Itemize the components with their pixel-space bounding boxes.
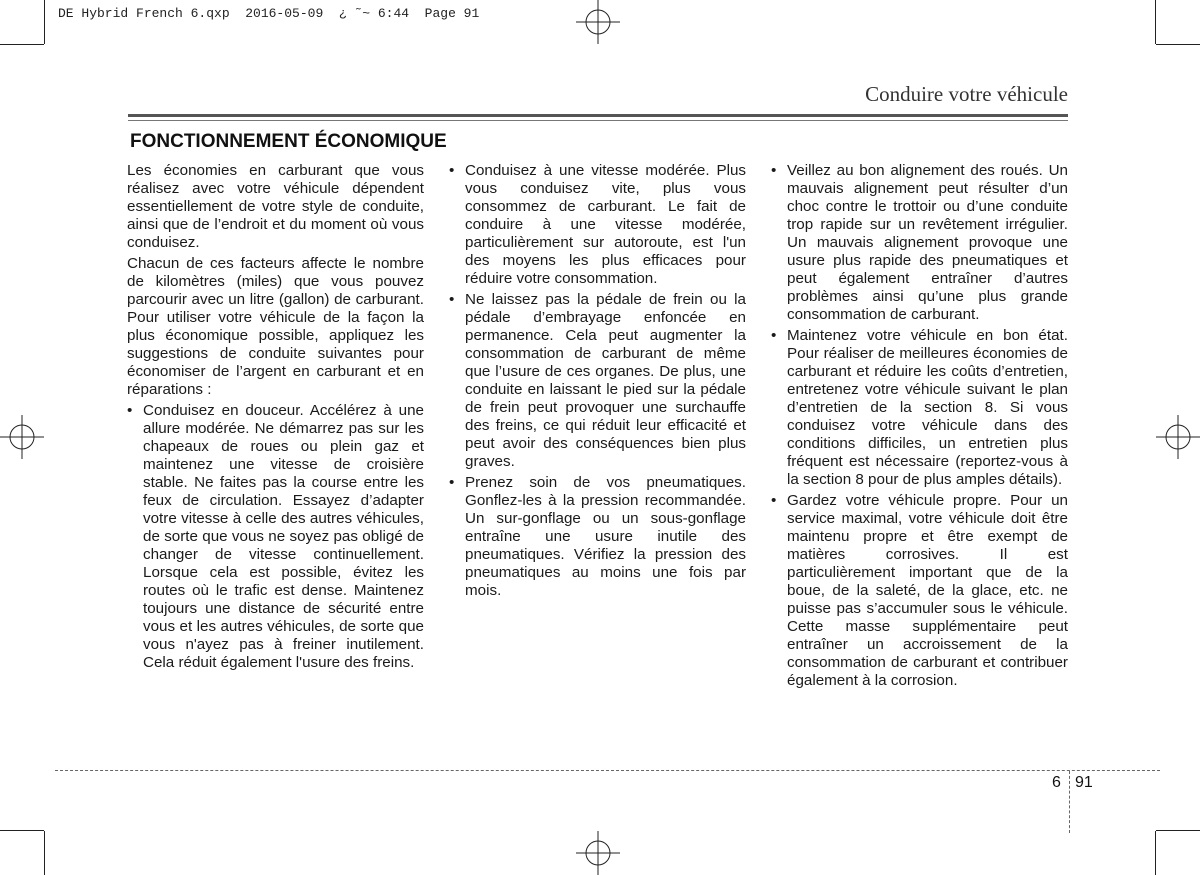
list-item-text: Conduisez en douceur. Accélérez à une allure modérée. Ne démarrez pas sur les chapeaux de roues ou plein gaz et maintenez une vitesse de croisière stable. Ne faites pas la course entre les feux de circulation. Essayez d’adapter votre vitesse à celle des autres véhicules, de sorte que vous ne soyez pas obligé de changer de vitesse continuellement. Lorsque cela est possible, évitez les routes où le trafic est dense. Maintenez toujours une distance de sécurité entre vous et les autres véhicules, de sorte que vous n'ayez pas à freiner inutilement. Cela réduit également l'usure des freins. — [143, 402, 424, 671]
bullet-icon: • — [771, 162, 777, 179]
crop-mark-bottom-right-v — [1155, 831, 1156, 875]
bullet-list — [449, 162, 746, 600]
list-item-text: Veillez au bon alignement des roués. Un mauvais alignement peut résulter d’un choc contre le trottoir ou d’une conduite trop rapide sur un revêtement irrégulier. Un mauvais alignement provoque une usure plus rapide des pneumatiques et peut également entraîner d’autres problèmes ainsi qu’une plus grande consommation de carburant. — [787, 162, 1068, 323]
bullet-list — [127, 402, 424, 672]
paragraph: Les économies en carburant que vous réalisez avec votre véhicule dépendent essentiellement de votre style de conduite, ainsi que de l’endroit et du moment où vous conduisez. — [127, 162, 424, 251]
footer-dashed-rule — [55, 770, 1160, 771]
bullet-icon: • — [771, 492, 777, 509]
bullet-icon: • — [127, 402, 133, 419]
page-number-separator — [1069, 771, 1070, 833]
header-rule — [128, 114, 1068, 117]
page-number: 91 — [1075, 774, 1093, 791]
text-column-2 — [449, 162, 746, 603]
list-item-text: Ne laissez pas la pédale de frein ou la pédale d’embrayage enfoncée en permanence. Cela peut augmenter la consommation de carburant de même que l’usure de ces organes. De plus, une conduite en laissant le pied sur la pédale de frein peut provoquer une surchauffe des freins, ce qui réduit leur efficacité et peut avoir des conséquences bien plus graves. — [465, 291, 746, 470]
bullet-icon: • — [449, 474, 455, 491]
crop-mark-top-right-h — [1156, 44, 1200, 45]
registration-mark-icon — [1156, 415, 1200, 459]
list-item-text: Maintenez votre véhicule en bon état. Pour réaliser de meilleures économies de carburant et réduire les coûts d’entretien, entretenez votre véhicule suivant le plan d’entretien de la section 8. Si vous conduisez votre véhicule dans des conditions difficiles, un entretien plus fréquent est nécessaire (reportez-vous à la section 8 pour de plus amples détails). — [787, 327, 1068, 488]
chapter-number: 6 — [1052, 774, 1061, 791]
bullet-icon: • — [449, 162, 455, 179]
paragraph: Chacun de ces facteurs affecte le nombre de kilomètres (miles) que vous pouvez parcourir avec un litre (gallon) de carburant. Pour utiliser votre véhicule de la façon la plus économique possible, appliquez les suggestions de conduite suivantes pour économiser de l’argent en carburant et en réparations : — [127, 255, 424, 398]
registration-mark-icon — [0, 415, 44, 459]
crop-mark-top-left-v — [44, 0, 45, 44]
list-item — [771, 162, 1068, 324]
crop-mark-top-right-v — [1155, 0, 1156, 44]
print-slug: DE Hybrid French 6.qxp 2016-05-09 ¿ ˜~ 6:44 Page 91 — [58, 6, 480, 21]
bullet-list — [771, 162, 1068, 690]
header-rule-thin — [128, 120, 1068, 121]
crop-mark-bottom-right-h — [1156, 830, 1200, 831]
list-item — [449, 162, 746, 288]
list-item — [771, 327, 1068, 489]
registration-mark-icon — [576, 0, 620, 44]
list-item — [771, 492, 1068, 690]
text-column-3 — [771, 162, 1068, 693]
section-title: FONCTIONNEMENT ÉCONOMIQUE — [130, 131, 447, 152]
list-item-text: Prenez soin de vos pneumatiques. Gonflez-les à la pression recommandée. Un sur-gonflage ou un sous-gonflage entraîne une usure inutile des pneumatiques. Vérifiez la pression des pneumatiques au moins une fois par mois. — [465, 474, 746, 599]
registration-mark-icon — [576, 831, 620, 875]
crop-mark-bottom-left-v — [44, 831, 45, 875]
list-item — [127, 402, 424, 672]
running-head: Conduire votre véhicule — [865, 82, 1068, 106]
crop-mark-top-left-h — [0, 44, 44, 45]
bullet-icon: • — [449, 291, 455, 308]
list-item — [449, 474, 746, 600]
crop-mark-bottom-left-h — [0, 830, 44, 831]
text-column-1 — [127, 162, 424, 675]
list-item-text: Conduisez à une vitesse modérée. Plus vous conduisez vite, plus vous consommez de carburant. Le fait de conduire à une vitesse modérée, particulièrement sur autoroute, est l'un des moyens les plus efficaces pour réduire votre consommation. — [465, 162, 746, 287]
bullet-icon: • — [771, 327, 777, 344]
list-item-text: Gardez votre véhicule propre. Pour un service maximal, votre véhicule doit être maintenu propre et être exempt de matières corrosives. Il est particulièrement important que de la boue, de la saleté, de la glace, etc. ne puisse pas s’accumuler sous le véhicule. Cette masse supplémentaire peut entraîner un accroissement de la consommation de carburant et contribuer également à la corrosion. — [787, 492, 1068, 689]
list-item — [449, 291, 746, 471]
